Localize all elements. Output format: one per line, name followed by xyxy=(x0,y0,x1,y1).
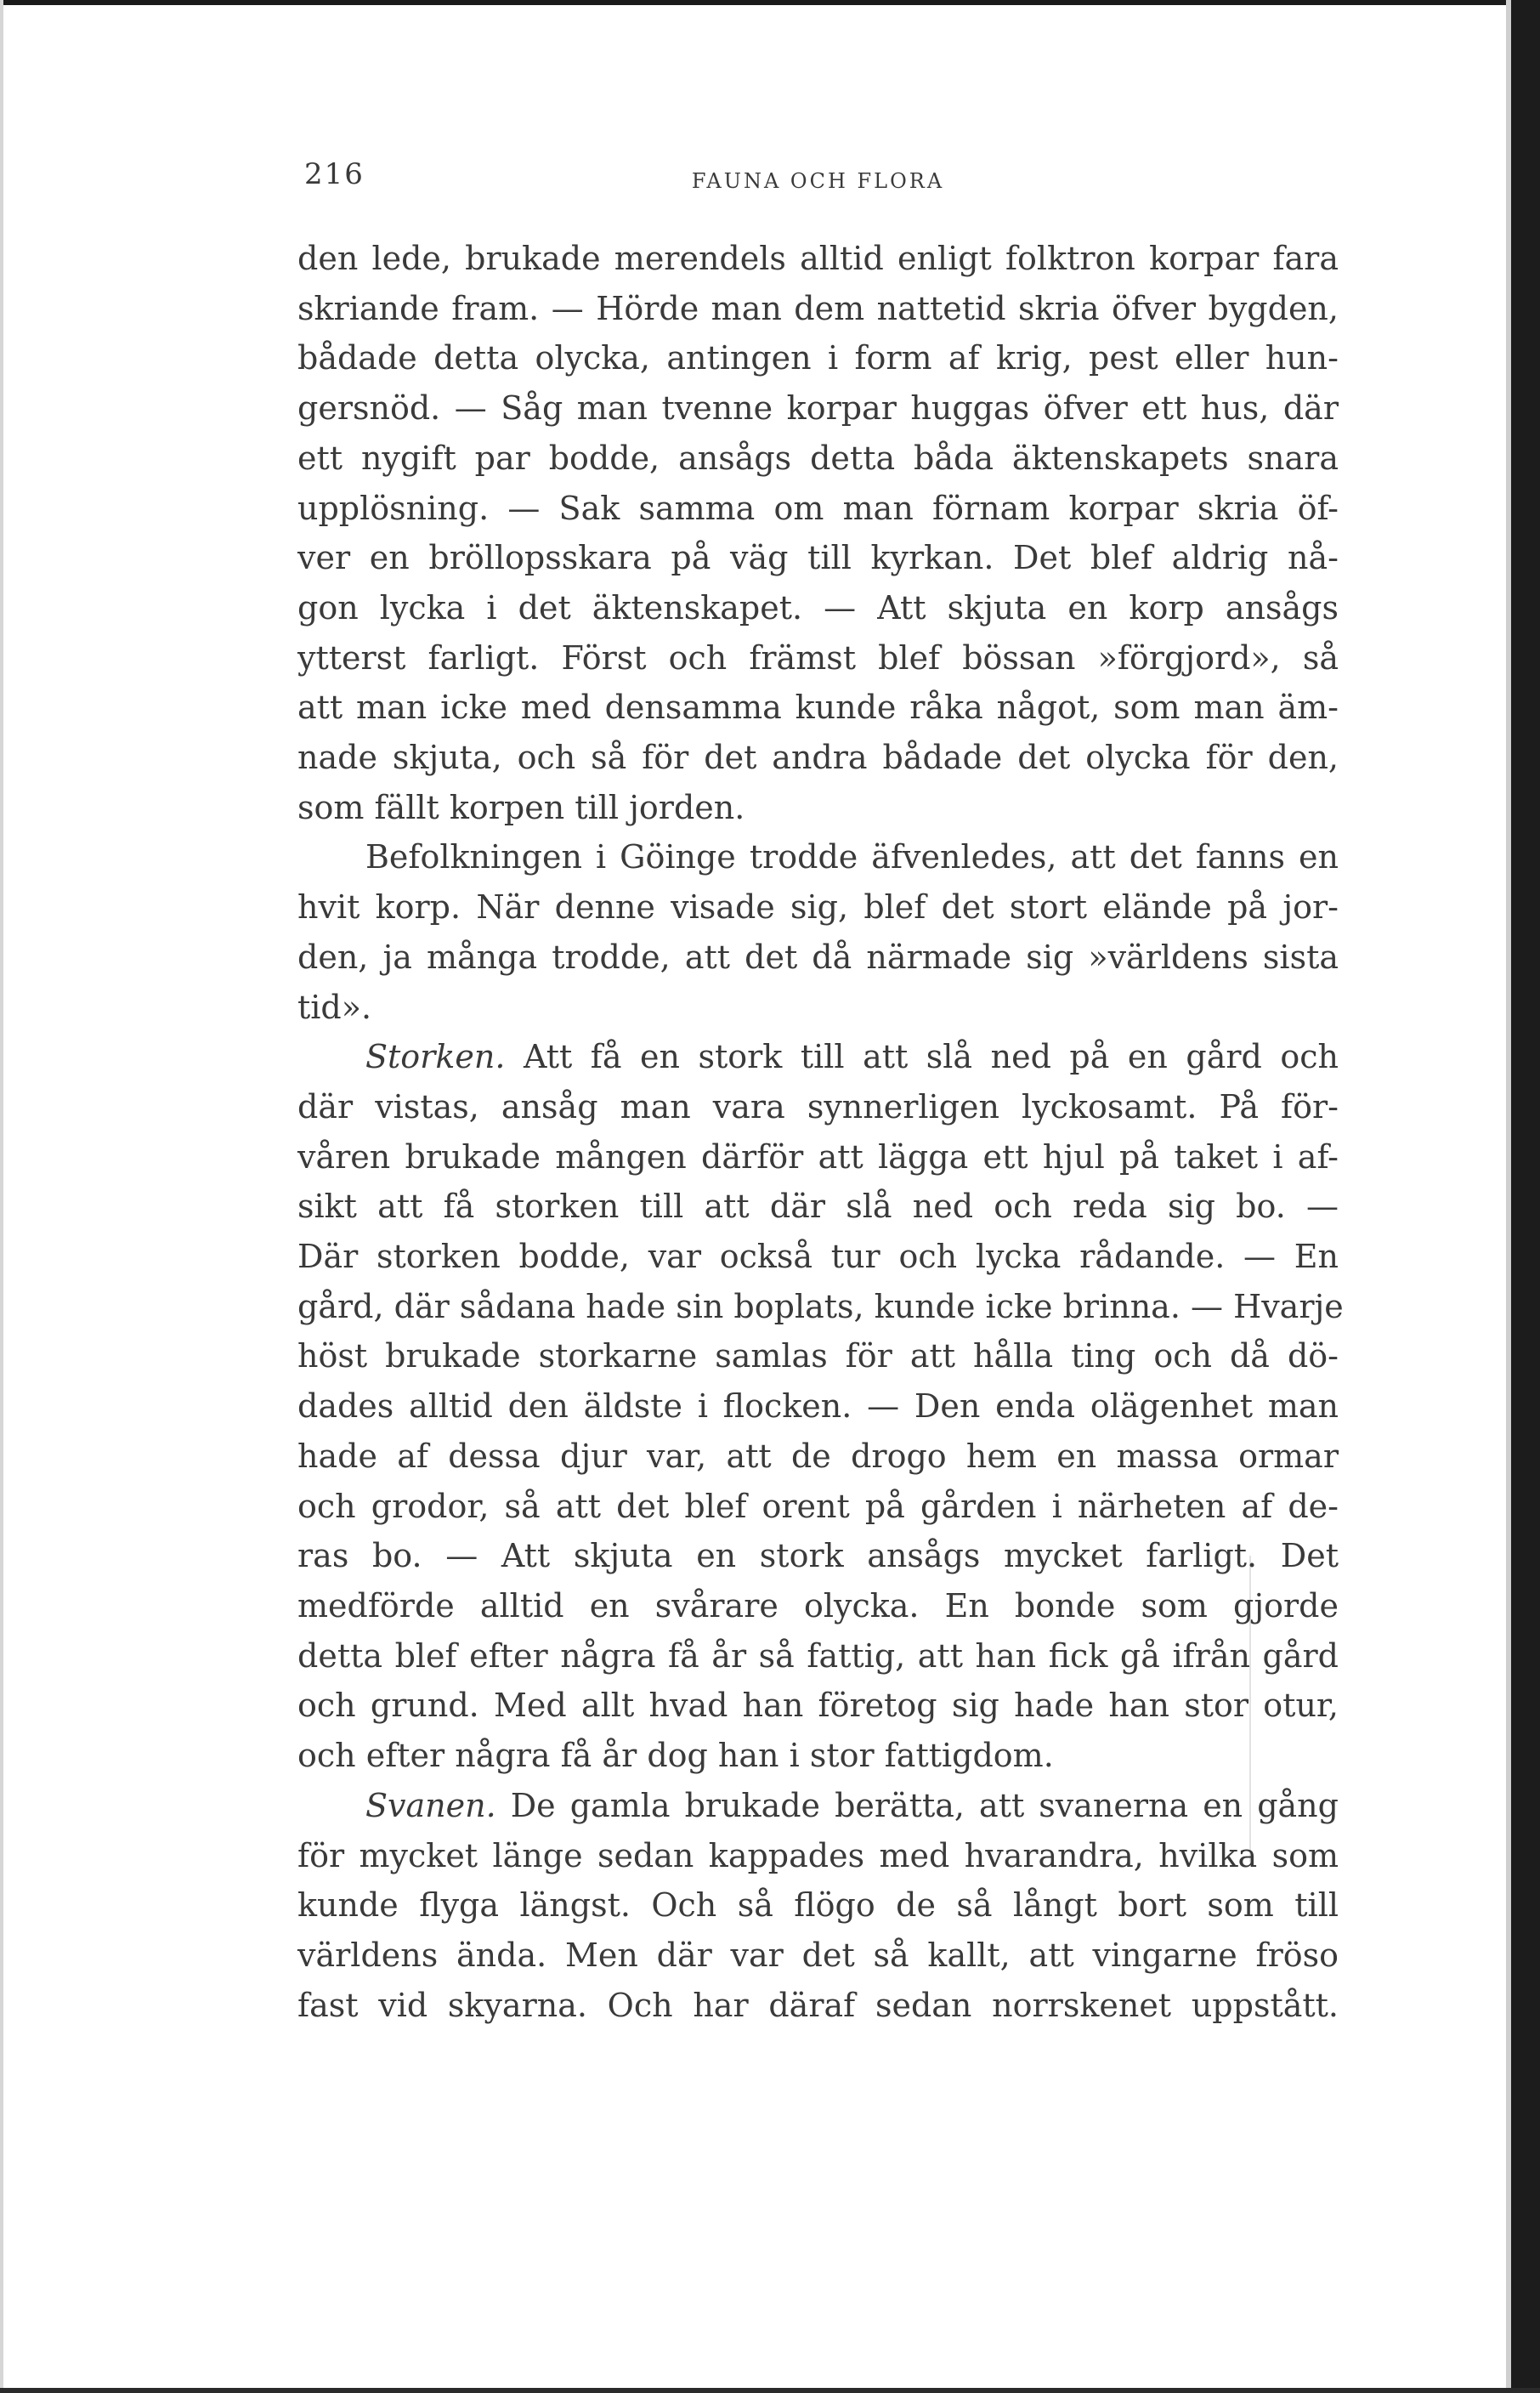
text-line: upplösning. — Sak samma om man förnam korpar skria öf- xyxy=(297,489,1339,527)
text-line: som fällt korpen till jorden. xyxy=(297,788,745,826)
text-line: ver en bröllopsskara på väg till kyrkan. Det blef aldrig nå- xyxy=(297,539,1339,577)
text-line: skriande fram. — Hörde man dem nattetid skria öfver bygden, xyxy=(297,289,1339,327)
text-line: medförde alltid en svårare olycka. En bonde som gjorde xyxy=(297,1586,1339,1625)
text-line: våren brukade mången därför att lägga ett hjul på taket i af- xyxy=(297,1137,1339,1176)
text-line: sikt att få storken till att där slå ned och reda sig bo. — xyxy=(297,1188,1339,1226)
scan-edge-top xyxy=(0,0,1540,5)
text-line: Där storken bodde, var också tur och lycka rådande. — En xyxy=(297,1238,1339,1276)
paragraph-korpen xyxy=(297,234,1339,832)
paragraph-storken xyxy=(297,1032,1344,1781)
paragraph-svanen xyxy=(297,1781,1339,2031)
text-line: dades alltid den äldste i flocken. — Den enda olägenhet man xyxy=(297,1387,1339,1426)
text-line: där vistas, ansåg man vara synnerligen lyckosamt. På för- xyxy=(297,1087,1339,1126)
book-page xyxy=(297,157,1344,2030)
text-line: Befolkningen i Göinge trodde äfvenledes, att det fanns en xyxy=(365,838,1339,876)
text-line: den, ja många trodde, att det då närmade sig »världens sista xyxy=(297,938,1339,976)
running-title: FAUNA OCH FLORA xyxy=(691,169,945,193)
text-line: och grodor, så att det blef orent på gården i närheten af de- xyxy=(297,1487,1339,1525)
text-line: hvit korp. När denne visade sig, blef det stort elände på jor- xyxy=(297,888,1339,927)
scan-edge-bottom xyxy=(0,2388,1540,2393)
page-number: 216 xyxy=(304,157,365,191)
text-fragment: Att få en stork till att slå ned på en gård och xyxy=(523,1038,1339,1076)
body-text xyxy=(297,234,1344,2030)
text-line: ytterst farligt. Först och främst blef bössan »förgjord», så xyxy=(297,638,1339,677)
scan-edge-left xyxy=(0,0,3,2393)
text-line: tid». xyxy=(297,988,372,1026)
text-line: och efter några få år dog han i stor fattigdom. xyxy=(297,1737,1054,1775)
section-heading-svanen: Svanen. xyxy=(365,1786,496,1824)
text-line: bådade detta olycka, antingen i form af krig, pest eller hun- xyxy=(297,339,1339,377)
text-line: ras bo. — Att skjuta en stork ansågs mycket farligt. Det xyxy=(297,1537,1339,1575)
text-fragment: De gamla brukade berätta, att svanerna en gång xyxy=(510,1786,1339,1824)
text-line xyxy=(297,1781,1339,1831)
text-line: och grund. Med allt hvad han företog sig hade han stor otur, xyxy=(297,1687,1339,1725)
text-line: den lede, brukade merendels alltid enligt folktron korpar fara xyxy=(297,240,1339,277)
text-line: nade skjuta, och så för det andra bådade det olycka för den, xyxy=(297,739,1339,777)
paragraph-hvit-korp xyxy=(297,832,1339,1032)
text-line: ett nygift par bodde, ansågs detta båda äktenskapets snara xyxy=(297,439,1339,477)
text-line: höst brukade storkarne samlas för att hålla ting och då dö- xyxy=(297,1337,1339,1375)
text-line xyxy=(297,1032,1339,1082)
text-line: fast vid skyarna. Och har däraf sedan norrskenet uppstått. xyxy=(297,1986,1339,2024)
text-line: att man icke med densamma kunde råka något, som man äm- xyxy=(297,689,1339,727)
text-line: gersnöd. — Såg man tvenne korpar huggas öfver ett hus, där xyxy=(297,389,1339,428)
text-line: världens ända. Men där var det så kallt, att vingarne fröso xyxy=(297,1936,1339,1974)
text-line: hade af dessa djur var, att de drogo hem en massa ormar xyxy=(297,1437,1339,1475)
text-line: för mycket länge sedan kappades med hvarandra, hvilka som xyxy=(297,1836,1339,1874)
text-line: gård, där sådana hade sin boplats, kunde icke brinna. — Hvarje xyxy=(297,1287,1344,1325)
text-line: kunde flyga längst. Och så flögo de så långt bort som till xyxy=(297,1886,1339,1925)
running-head xyxy=(297,157,1339,208)
scan-edge-right xyxy=(1511,0,1540,2393)
section-heading-storken: Storken. xyxy=(365,1038,506,1076)
text-line: detta blef efter några få år så fattig, att han fick gå ifrån gård xyxy=(297,1636,1339,1675)
text-line: gon lycka i det äktenskapet. — Att skjuta en korp ansågs xyxy=(297,588,1339,627)
